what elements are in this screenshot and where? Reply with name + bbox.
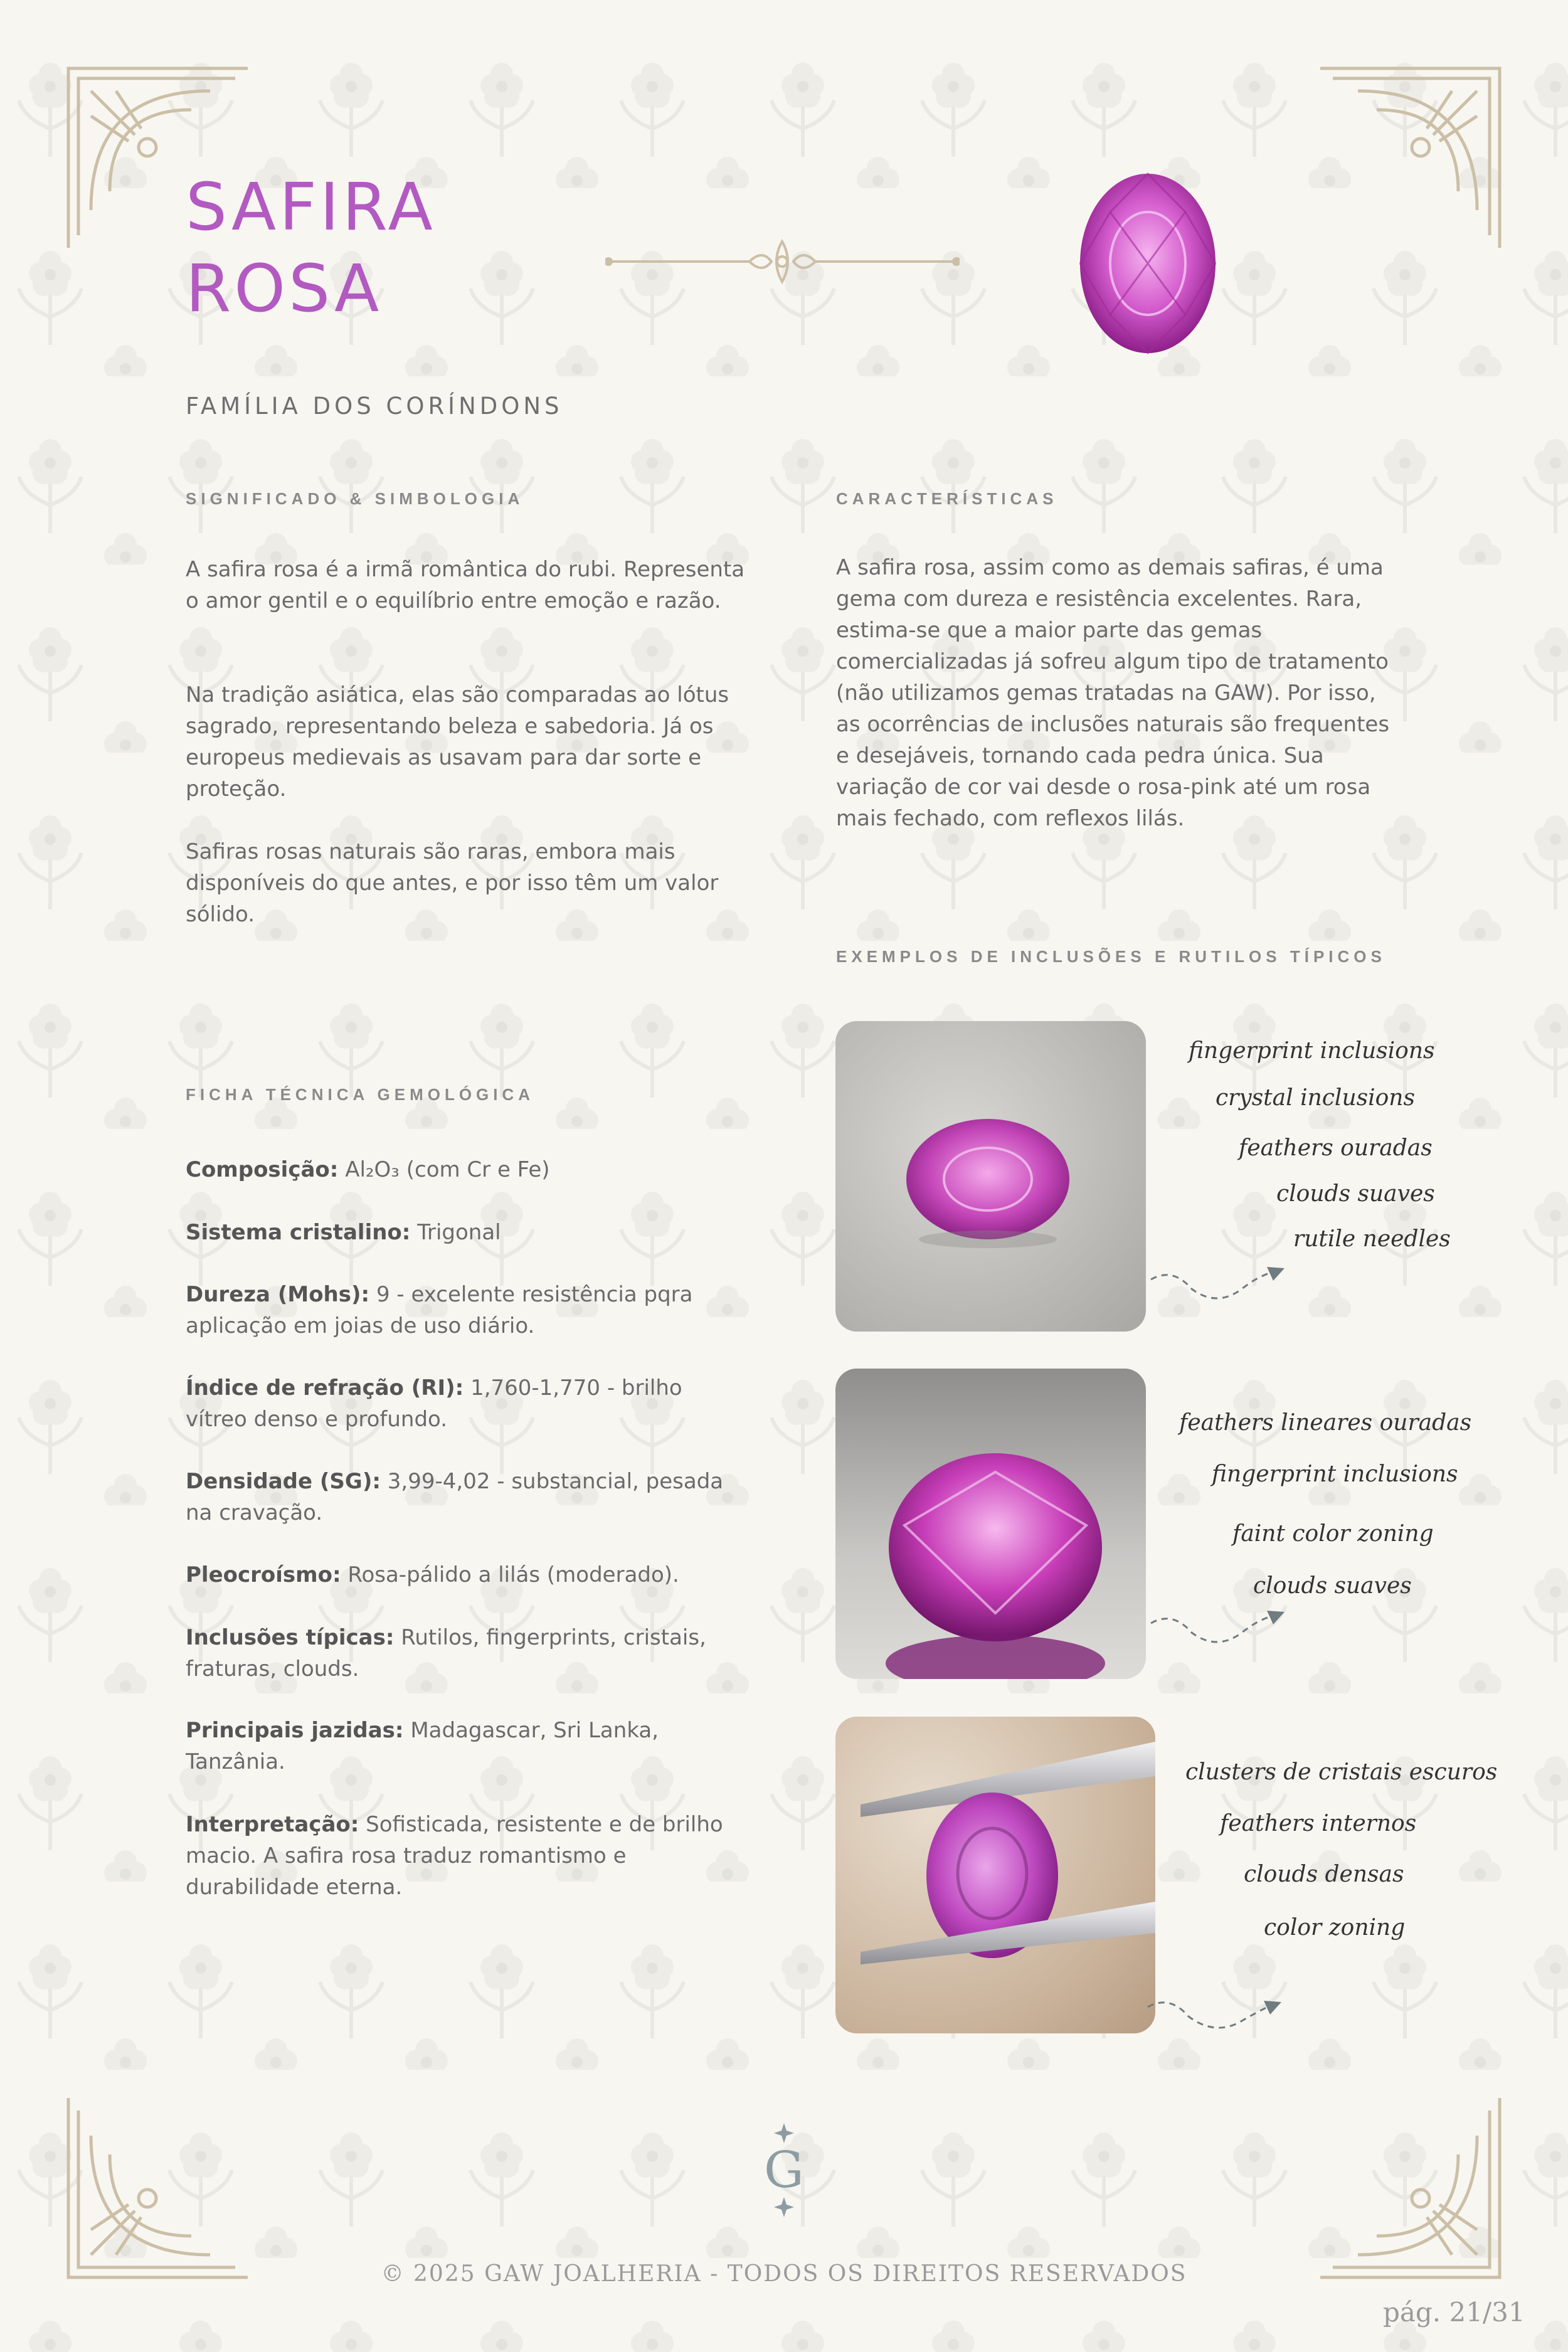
inclusion-example-photo-2 — [835, 1369, 1146, 1679]
spec-interpretacao — [186, 1809, 750, 1903]
spec-indice-refracao — [186, 1372, 750, 1435]
spec-value: Sofisticada, resistente e de brilho macio. A safira rosa traduz romantismo e durabilidade eterna. — [186, 1812, 723, 1900]
page-title-line-1: SAFIRA — [186, 169, 436, 245]
arrow-icon-photo-3 — [1145, 1988, 1295, 2045]
inclusion-note-1-1: fingerprint inclusions — [1189, 1038, 1435, 1064]
spec-label: Pleocroísmo: — [186, 1562, 341, 1587]
footer-copyright: © 2025 GAW JOALHERIA - TODOS OS DIREITOS RESERVADOS — [381, 2261, 1187, 2287]
inclusion-note-2-4: clouds suaves — [1253, 1573, 1412, 1599]
spec-inclusoes — [186, 1622, 750, 1685]
inclusion-example-photo-1 — [835, 1021, 1146, 1332]
spec-value: 3,99-4,02 - substancial, pesada na cravação. — [186, 1469, 724, 1525]
inclusion-note-3-3: clouds densas — [1244, 1862, 1404, 1887]
spec-value: Madagascar, Sri Lanka, Tanzânia. — [186, 1718, 659, 1774]
inclusion-note-2-1: feathers lineares ouradas — [1179, 1410, 1472, 1436]
corner-ornament-bottom-right — [1320, 2098, 1502, 2280]
corner-ornament-bottom-left — [66, 2098, 248, 2280]
corner-ornament-top-right — [1320, 66, 1502, 248]
spec-dureza — [186, 1279, 750, 1342]
significado-paragraph-2: Na tradição asiática, elas são comparadas ao lótus sagrado, representando beleza e sabedoria. Já os europeus medievais as usavam para dar sorte e proteção. — [186, 682, 729, 802]
inclusion-note-2-2: fingerprint inclusions — [1212, 1461, 1458, 1487]
spec-label: Densidade (SG): — [186, 1469, 381, 1494]
spec-label: Interpretação: — [186, 1812, 359, 1837]
section-heading-significado: SIGNIFICADO & SIMBOLOGIA — [186, 489, 524, 508]
spec-composicao — [186, 1154, 750, 1185]
spec-value: 9 - excelente resistência pqra aplicação em joias de uso diário. — [186, 1282, 693, 1338]
spec-label: Principais jazidas: — [186, 1718, 404, 1743]
page-subtitle: FAMÍLIA DOS CORÍNDONS — [186, 393, 563, 420]
spec-label: Composição: — [186, 1157, 339, 1182]
section-heading-exemplos: EXEMPLOS DE INCLUSÕES E RUTILOS TÍPICOS — [836, 947, 1386, 966]
inclusion-note-3-1: clusters de cristais escuros — [1185, 1759, 1498, 1785]
inclusion-note-1-5: rutile needles — [1293, 1226, 1451, 1252]
spec-label: Inclusões típicas: — [186, 1625, 395, 1650]
significado-paragraph-1: A safira rosa é a irmã romântica do rubi. Representa o amor gentil e o equilíbrio entre emoção e razão. — [186, 557, 745, 613]
spec-value: Trigonal — [410, 1220, 501, 1245]
spec-value: 1,760-1,770 - brilho vítreo denso e profundo. — [186, 1375, 682, 1432]
caracteristicas-paragraph: A safira rosa, assim como as demais safiras, é uma gema com dureza e resistência excelentes. Rara, estima-se que a maior parte das gemas comercializadas já sofreu algum tipo de tratamento (não utilizamos gemas tratadas na GAW). Por isso, as ocorrências de inclusões naturais são frequentes e desejáveis, tornando cada pedra única. Sua variação de cor vai desde o rosa-pink até um rosa mais fechado, com reflexos lilás. — [836, 555, 1390, 831]
spec-label: Sistema cristalino: — [186, 1220, 411, 1245]
section-heading-caracteristicas: CARACTERÍSTICAS — [836, 489, 1058, 508]
inclusion-note-1-3: feathers ouradas — [1239, 1135, 1433, 1161]
brand-logo — [759, 2123, 809, 2217]
section-heading-ficha-tecnica: FICHA TÉCNICA GEMOLÓGICA — [186, 1085, 535, 1104]
spec-value: Al₂O₃ (com Cr e Fe) — [338, 1157, 550, 1182]
inclusion-note-1-4: clouds suaves — [1276, 1181, 1435, 1207]
inclusion-example-photo-3 — [835, 1717, 1155, 2033]
inclusion-note-3-2: feathers internos — [1220, 1811, 1417, 1836]
spec-label: Dureza (Mohs): — [186, 1282, 370, 1307]
title-divider-flourish — [605, 235, 960, 292]
page-title-line-2: ROSA — [186, 250, 383, 327]
spec-densidade — [186, 1466, 750, 1528]
logo-letter: G — [764, 2141, 804, 2199]
pink-sapphire-gem-image — [1076, 169, 1220, 358]
spec-value: Rosa-pálido a lilás (moderado). — [341, 1562, 679, 1587]
arrow-icon-photo-2 — [1148, 1598, 1298, 1655]
arrow-icon-photo-1 — [1148, 1254, 1298, 1311]
spec-pleocroismo — [186, 1559, 750, 1591]
spec-value: Rutilos, fingerprints, cristais, fraturas, clouds. — [186, 1625, 706, 1682]
spec-sistema-cristalino — [186, 1217, 750, 1248]
page-number: pág. 21/31 — [1383, 2297, 1525, 2328]
inclusion-note-2-3: faint color zoning — [1232, 1521, 1434, 1547]
significado-paragraph-3: Safiras rosas naturais são raras, embora mais disponíveis do que antes, e por isso têm um valor sólido. — [186, 839, 719, 927]
spec-jazidas — [186, 1715, 750, 1777]
spec-label: Índice de refração (RI): — [186, 1375, 464, 1401]
inclusion-note-1-2: crystal inclusions — [1216, 1085, 1415, 1111]
inclusion-note-3-4: color zoning — [1264, 1915, 1406, 1941]
